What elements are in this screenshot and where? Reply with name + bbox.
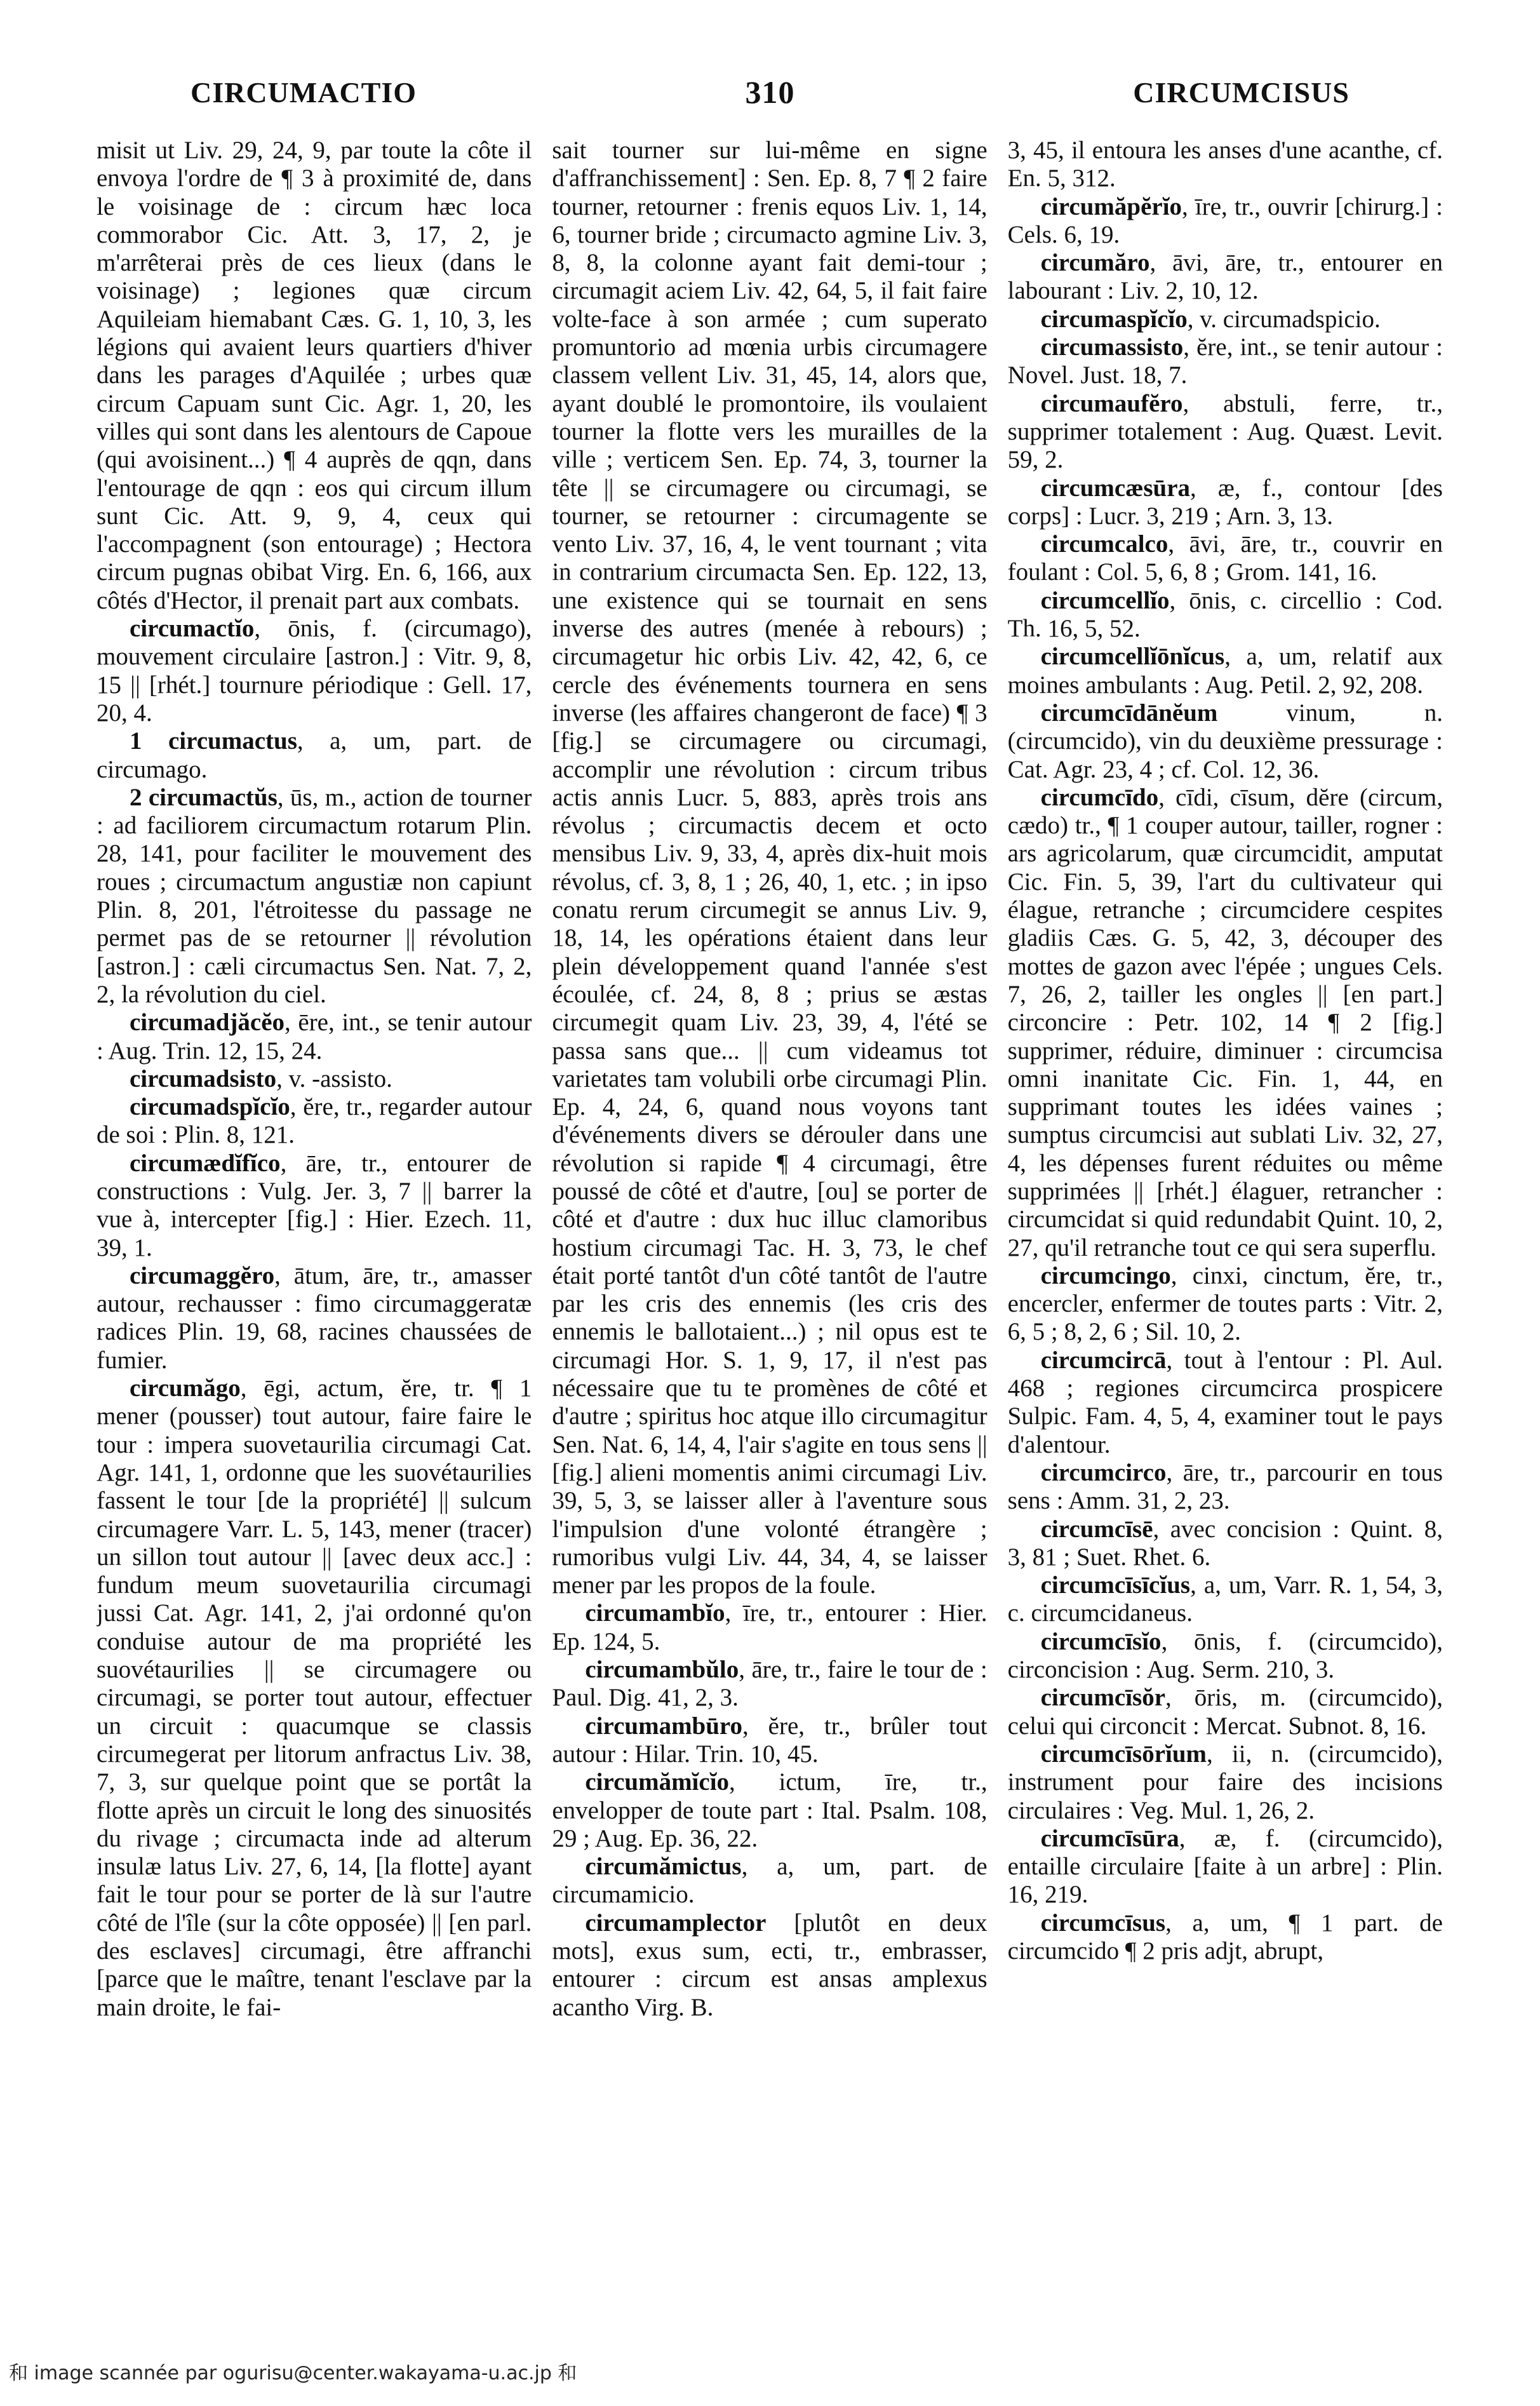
dictionary-entry: circumăro, āvi, āre, tr., entourer en labourant : Liv. 2, 10, 12.	[1007, 249, 1443, 305]
dictionary-entry: circumadsisto, v. -assisto.	[130, 1065, 392, 1092]
dictionary-entry: circumăgo, ēgi, actum, ĕre, tr. ¶ 1 mener (pousser) tout autour, faire faire le tour : impera suovetaurilia circumagi Cat. Agr. 141, 1, ordonne que les suovétaurilies fassent le tour [de la propriété] || sulcum circumagere Varr. L. 5, 143, mener (tracer) un sillon tout autour || [avec deux acc.] : fundum meum suovetaurilia circumagi jussi Cat. Agr. 141, 2, j'ai ordonné qu'on conduise autour de ma propriété les suovétaurilies || se circumagere ou circumagi, se porter tout autour, effectuer un circuit : quacumque se classis circumegerat per litorum anfractus Liv. 38, 7, 3, sur quelque point que se portât la flotte après un circuit le long des sinuosités du rivage ; circumacta inde ad alterum insulæ latus Liv. 27, 6, 14, [la flotte] ayant fait le tour pour se porter de là sur l'autre côté de l'île (sur la côte opposée) || [en parl. des esclaves] circumagi, être affranchi [parce que le maître, tenant l'esclave par la main droite, le fai-	[97, 1374, 532, 2021]
entry-headword: circumaggĕro	[130, 1261, 275, 1289]
entry-headword: circumăro	[1040, 249, 1150, 277]
entry-headword: circumcīsē	[1040, 1515, 1153, 1543]
entry-headword: circumăgo	[130, 1374, 241, 1402]
dictionary-entry: circumædĭfĭco, āre, tr., entourer de constructions : Vulg. Jer. 3, 7 || barrer la vue à, intercepter [fig.] : Hier. Ezech. 11, 39, 1.	[97, 1149, 532, 1261]
entry-headword: circumassisto	[1040, 333, 1184, 361]
dictionary-entry: 2 circumactŭs, ūs, m., action de tourner : ad faciliorem circumactum rotarum Plin. 28, 141, pour faciliter le mouvement des roues ; circumactum angustiæ non capiunt Plin. 8, 201, l'étroitesse du passage ne permet pas de se retourner || révolution [astron.] : cæli circumactus Sen. Nat. 7, 2, 2, la révolution du ciel.	[97, 783, 532, 1008]
dictionary-entry: circumactĭo, ōnis, f. (circumago), mouvement circulaire [astron.] : Vitr. 9, 8, 15 || [rhét.] tournure périodique : Gell. 17, 20, 4.	[97, 615, 532, 727]
entry-headword: circumcīsus	[1040, 1909, 1166, 1937]
dictionary-entry: circumaspĭcĭo, v. circumadspicio.	[1040, 305, 1381, 333]
entry-headword: circumcīsīcĭus	[1040, 1571, 1191, 1599]
dictionary-entry: circumcīsīcĭus, a, um, Varr. R. 1, 54, 3, c. circumcidaneus.	[1007, 1571, 1443, 1627]
dictionary-entry: circumcīsōrĭum, ii, n. (circumcido), instrument pour faire des incisions circulaires : Veg. Mul. 1, 26, 2.	[1007, 1740, 1443, 1824]
entry-continuation: misit ut Liv. 29, 24, 9, par toute la côte il envoya l'ordre de ¶ 3 à proximité de, dans le voisinage de : circum hæc loca commorabor Cic. Att. 3, 17, 2, je m'arrêterai près de ces lieux (dans le voisinage) ; legiones quæ circum Aquileiam hiemabant Cæs. G. 1, 10, 3, les légions qui avaient leurs quartiers d'hiver dans les parages d'Aquilée ; urbes quæ circum Capuam sunt Cic. Agr. 1, 20, les villes qui sont dans les alentours de Capoue (qui avoisinent...) ¶ 4 auprès de qqn, dans l'entourage de qqn : eos qui circum illum sunt Cic. Att. 9, 9, 4, ceux qui l'accompagnent (son entourage) ; Hectora circum pugnas obibat Virg. En. 6, 166, aux côtés d'Hector, il prenait part aux combats.	[97, 137, 532, 614]
entry-headword: circumcīsĭo	[1040, 1627, 1162, 1655]
dictionary-entry: circumcellĭo, ōnis, c. circellio : Cod. Th. 16, 5, 52.	[1007, 586, 1443, 643]
dictionary-entry: circumadspĭcĭo, ĕre, tr., regarder autour de soi : Plin. 8, 121.	[97, 1093, 532, 1149]
entry-headword: circumcirco	[1040, 1458, 1167, 1486]
dictionary-entry: circumcirco, āre, tr., parcourir en tous sens : Amm. 31, 2, 23.	[1007, 1458, 1443, 1515]
entry-headword: 1 circumactus	[130, 727, 297, 755]
entry-headword: circumamplector	[585, 1909, 767, 1937]
dictionary-entry: circumcæsūra, æ, f., contour [des corps] : Lucr. 3, 219 ; Arn. 3, 13.	[1007, 474, 1443, 530]
entry-headword: 2 circumactŭs	[130, 783, 278, 811]
dictionary-entry: circumcircā, tout à l'entour : Pl. Aul. 468 ; regiones circumcirca prospicere Sulpic. Fam. 4, 5, 4, examiner tout le pays d'alentour.	[1007, 1346, 1443, 1458]
entry-headword: circumaufĕro	[1040, 389, 1183, 417]
entry-headword: circumcīsūra	[1040, 1824, 1179, 1852]
entry-headword: circumadjăcĕo	[130, 1009, 285, 1037]
entry-headword: circumadsisto	[130, 1065, 277, 1092]
entry-headword: circumcalco	[1040, 530, 1168, 558]
dictionary-entry: circumcīsĭo, ōnis, f. (circumcido), circoncision : Aug. Serm. 210, 3.	[1007, 1627, 1443, 1684]
dictionary-entry: circumcīsus, a, um, ¶ 1 part. de circumcido ¶ 2 pris adjt, abrupt,	[1007, 1909, 1443, 1965]
dictionary-columns	[97, 137, 1443, 2311]
page-number: 310	[745, 74, 795, 110]
entry-headword: circumcīdānĕum	[1040, 699, 1218, 727]
dictionary-entry: circumambŭlo, āre, tr., faire le tour de : Paul. Dig. 41, 2, 3.	[552, 1656, 988, 1712]
entry-headword: circumcircā	[1040, 1346, 1167, 1374]
entry-headword: circumambŭlo	[585, 1656, 739, 1684]
entry-headword: circumcingo	[1040, 1261, 1171, 1289]
dictionary-entry: circumămictus, a, um, part. de circumamicio.	[552, 1853, 988, 1909]
dictionary-entry: 1 circumactus, a, um, part. de circumago.	[97, 727, 532, 783]
entry-continuation: sait tourner sur lui-même en signe d'affranchissement] : Sen. Ep. 8, 7 ¶ 2 faire tourner, retourner : frenis equos Liv. 1, 14, 6, tourner bride ; circumacto agmine Liv. 3, 8, 8, la colonne ayant fait demi-tour ; circumagit aciem Liv. 42, 64, 5, il fait faire volte-face à son armée ; cum superato promuntorio ad mœnia urbis circumagere classem vellent Liv. 31, 45, 14, alors que, ayant doublé le promontoire, ils voulaient tourner la flotte vers les murailles de la ville ; verticem Sen. Ep. 74, 3, tourner la tête || se circumagere ou circumagi, se tourner, se retourner : circumagente se vento Liv. 37, 16, 4, le vent tournant ; vita in contrarium circumacta Sen. Ep. 122, 13, une existence qui se tournait en sens inverse des autres (menée à rebours) ; circumagetur hic orbis Liv. 42, 42, 6, ce cercle des événements tournera en sens inverse (les affaires changeront de face) ¶ 3 [fig.] se circumagere ou circumagi, accomplir une révolution : circum tribus actis annis Lucr. 5, 883, après trois ans révolus ; circumactis decem et octo mensibus Liv. 9, 33, 4, après dix-huit mois révolus, cf. 3, 8, 1 ; 26, 40, 1, etc. ; in ipso conatu rerum circumegit se annus Liv. 9, 18, 14, les opérations étaient dans leur plein développement quand l'année s'est écoulée, cf. 24, 8, 8 ; prius se æstas circumegit quam Liv. 23, 39, 4, l'été se passa sans que... || cum videamus tot varietates tam volubili orbe circumagi Plin. Ep. 4, 24, 6, quand nous voyons tant d'événements divers se dérouler dans une révolution si rapide ¶ 4 circumagi, être poussé de côté et d'autre, [ou] se porter de côté et d'autre : dux huc illuc clamoribus hostium circumagi Tac. H. 3, 73, le chef était porté tantôt d'un côté tantôt de l'autre par les cris des ennemis (les cris des ennemis le ballotaient...) ; nil opus est te circumagi Hor. S. 1, 9, 17, il n'est pas nécessaire que tu te promènes de côté et d'autre ; spiritus hoc atque illo circumagitur Sen. Nat. 6, 14, 4, l'air s'agite en tous sens || [fig.] alieni momentis animi circumagi Liv. 39, 5, 3, se laisser aller à l'aventure sous l'impulsion d'une volonté étrangère ; rumoribus vulgi Liv. 44, 34, 4, se laisser mener par les propos de la foule.	[552, 137, 988, 1599]
entry-headword: circumcellĭo	[1040, 586, 1170, 614]
column-right	[1008, 137, 1443, 2311]
dictionary-entry: circumcingo, cinxi, cinctum, ĕre, tr., encercler, enfermer de toutes parts : Vitr. 2, 6, 5 ; 8, 2, 6 ; Sil. 10, 2.	[1007, 1261, 1443, 1346]
dictionary-entry: circumambĭo, īre, tr., entourer : Hier. Ep. 124, 5.	[552, 1599, 988, 1655]
header-right-guide-word: CIRCUMCISUS	[1133, 76, 1349, 109]
entry-headword: circumămictus	[585, 1853, 742, 1881]
entry-headword: circumcīsŏr	[1040, 1684, 1166, 1712]
dictionary-entry: circumcellĭōnĭcus, a, um, relatif aux moines ambulants : Aug. Petil. 2, 92, 208.	[1007, 643, 1443, 699]
dictionary-entry: circumămĭcĭo, ictum, īre, tr., envelopper de toute part : Ital. Psalm. 108, 29 ; Aug. Ep. 36, 22.	[552, 1768, 988, 1852]
dictionary-entry: circumcīdānĕum vinum, n. (circumcido), vin du deuxième pressurage : Cat. Agr. 23, 4 ; cf. Col. 12, 36.	[1007, 699, 1443, 783]
entry-headword: circumactĭo	[130, 615, 255, 643]
dictionary-entry: circumamplector [plutôt en deux mots], exus sum, ecti, tr., embrasser, entourer : circum est ansas amplexus acantho Virg. B.	[552, 1909, 988, 2021]
entry-headword: circumcellĭōnĭcus	[1040, 643, 1225, 671]
dictionary-entry: circumcīsūra, æ, f. (circumcido), entaille circulaire [faite à un arbre] : Plin. 16, 219.	[1007, 1824, 1443, 1909]
entry-headword: circumaspĭcĭo	[1040, 305, 1188, 333]
dictionary-entry: circumcalco, āvi, āre, tr., couvrir en foulant : Col. 5, 6, 8 ; Grom. 141, 16.	[1007, 530, 1443, 586]
page-header	[191, 67, 1349, 118]
dictionary-entry: circumambūro, ĕre, tr., brûler tout autour : Hilar. Trin. 10, 45.	[552, 1712, 988, 1768]
header-left-guide-word: CIRCUMACTIO	[191, 76, 417, 109]
dictionary-entry: circumcīdo, cīdi, cīsum, dĕre (circum, cædo) tr., ¶ 1 couper autour, tailler, rogner : ars agricolarum, quæ circumcidit, amputat Cic. Fin. 5, 39, l'art du cultivateur qui élague, retranche ; circumcidere cespites gladiis Cæs. G. 5, 42, 3, découper des mottes de gazon avec l'épée ; ungues Cels. 7, 26, 2, tailler les ongles || [en part.] circoncire : Petr. 102, 14 ¶ 2 [fig.] supprimer, réduire, diminuer : circumcisa omni inanitate Cic. Fin. 1, 44, en supprimant toutes les idées vaines ; sumptus circumcisi aut sublati Liv. 32, 27, 4, les dépenses furent réduites ou même supprimées || [rhét.] élaguer, retrancher : circumcidat si quid redundabit Quint. 10, 2, 27, qu'il retranche tout ce qui sera superflu.	[1007, 783, 1443, 1261]
entry-headword: circumadspĭcĭo	[130, 1093, 290, 1121]
entry-headword: circumambĭo	[585, 1599, 725, 1627]
entry-headword: circumambūro	[585, 1712, 743, 1740]
entry-headword: circumcīdo	[1040, 783, 1159, 811]
dictionary-entry: circumaggĕro, ātum, āre, tr., amasser autour, rechausser : fimo circumaggeratæ radices Plin. 19, 68, racines chaussées de fumier.	[97, 1261, 532, 1374]
entry-headword: circumcīsōrĭum	[1040, 1740, 1207, 1768]
dictionary-entry: circumăpĕrĭo, īre, tr., ouvrir [chirurg.] : Cels. 6, 19.	[1007, 192, 1443, 248]
entry-headword: circumædĭfĭco	[130, 1149, 281, 1177]
entry-headword: circumcæsūra	[1040, 474, 1191, 502]
entry-continuation: 3, 45, il entoura les anses d'une acanthe, cf. En. 5, 312.	[1007, 137, 1443, 192]
dictionary-entry: circumcīsŏr, ōris, m. (circumcido), celui qui circoncit : Mercat. Subnot. 8, 16.	[1007, 1684, 1443, 1740]
dictionary-entry: circumaufĕro, abstuli, ferre, tr., supprimer totalement : Aug. Quæst. Levit. 59, 2.	[1007, 389, 1443, 474]
dictionary-entry: circumassisto, ĕre, int., se tenir autour : Novel. Just. 18, 7.	[1007, 333, 1443, 389]
column-middle	[552, 137, 987, 2311]
scan-credit: 和 image scannée par ogurisu@center.wakayama-u.ac.jp 和	[9, 2362, 577, 2384]
dictionary-entry: circumadjăcĕo, ēre, int., se tenir autour : Aug. Trin. 12, 15, 24.	[97, 1009, 532, 1065]
dictionary-entry: circumcīsē, avec concision : Quint. 8, 3, 81 ; Suet. Rhet. 6.	[1007, 1515, 1443, 1571]
column-left	[97, 137, 532, 2311]
entry-headword: circumămĭcĭo	[585, 1768, 730, 1796]
entry-headword: circumăpĕrĭo	[1040, 192, 1182, 220]
